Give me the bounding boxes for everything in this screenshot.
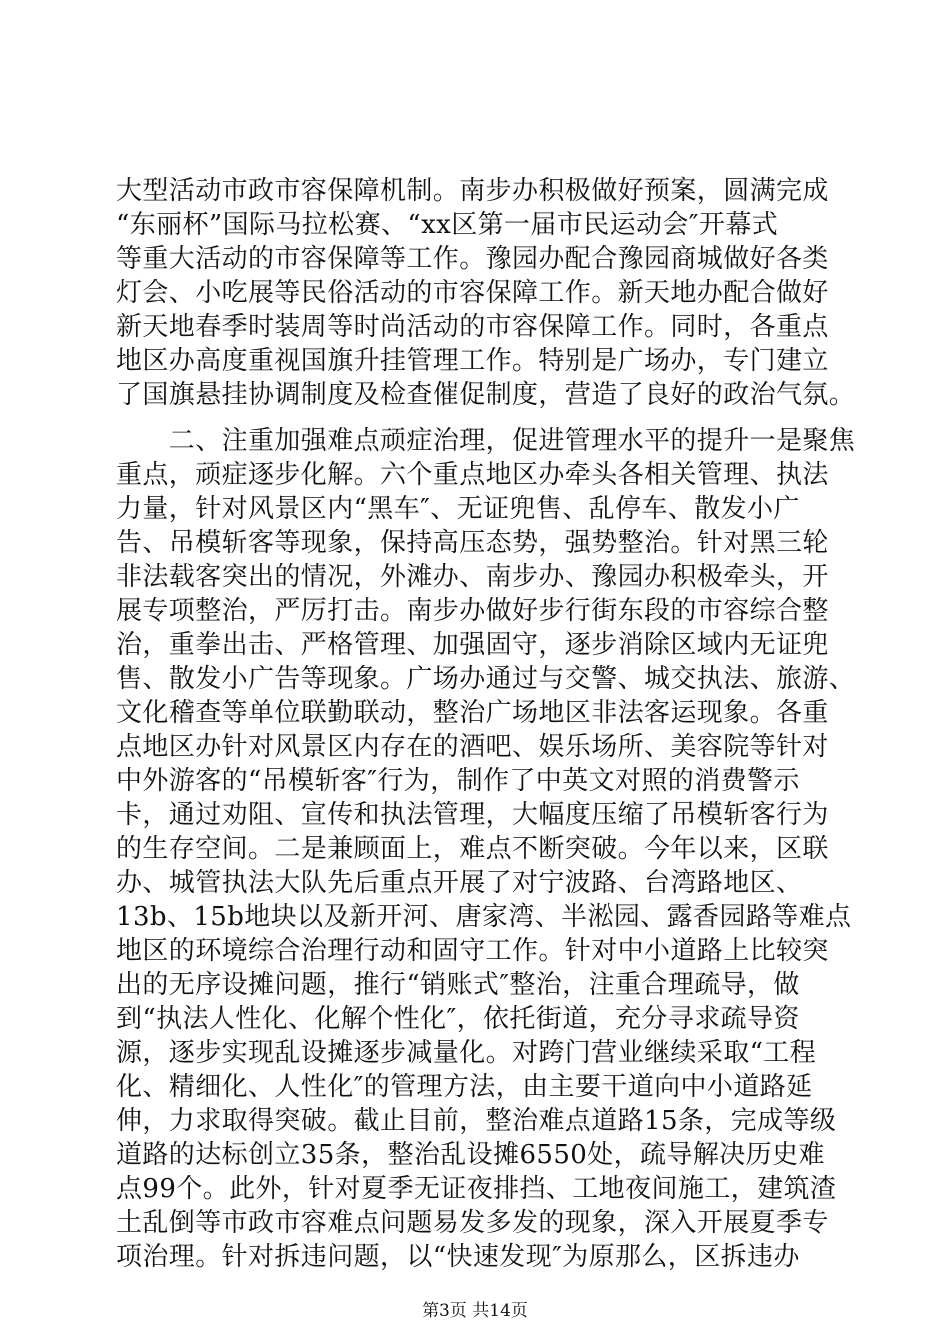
text-line: 中外游客的“吊模斩客″行为，制作了中英文对照的消费警示 [116, 766, 800, 796]
text-line: “东丽杯”国际马拉松赛、“xx区第一届市民运动会″开幕式 [116, 210, 779, 240]
text-line: 新天地春季时装周等时尚活动的市容保障工作。同时，各重点 [116, 312, 829, 342]
text-line: 文化稽查等单位联勤联动，整治广场地区非法客运现象。各重 [116, 698, 829, 728]
text-line: 地区办高度重视国旗升挂管理工作。特别是广场办，专门建立 [116, 346, 829, 376]
text-line: 地区的环境综合治理行动和固守工作。针对中小道路上比较突 [116, 936, 829, 966]
text-line: 售、散发小广告等现象。广场办通过与交警、城交执法、旅游、 [116, 664, 856, 694]
text-line: 力量，针对风景区内“黑车″、无证兜售、乱停车、散发小广 [116, 494, 800, 524]
text-line: 二、注重加强难点顽症治理，促进管理水平的提升一是聚焦 [116, 426, 856, 456]
text-line: 化、精细化、人性化″的管理方法，由主要干道向中小道路延 [116, 1072, 813, 1102]
text-line: 重点，顽症逐步化解。六个重点地区办牵头各相关管理、执法 [116, 460, 829, 490]
text-line: 了国旗悬挂协调制度及检查催促制度，营造了良好的政治气氛。 [116, 380, 856, 410]
text-line: 13b、15b地块以及新开河、唐家湾、半淞园、露香园路等难点 [116, 902, 852, 932]
text-line: 伸，力求取得突破。截止目前，整治难点道路15条，完成等级 [116, 1106, 837, 1136]
text-line: 治，重拳出击、严格管理、加强固守，逐步消除区域内无证兜 [116, 630, 829, 660]
text-line: 灯会、小吃展等民俗活动的市容保障工作。新天地办配合做好 [116, 278, 829, 308]
text-line: 到“执法人性化、化解个性化″，依托街道，充分寻求疏导资 [116, 1004, 800, 1034]
text-line: 办、城管执法大队先后重点开展了对宁波路、台湾路地区、 [116, 868, 803, 898]
text-line: 大型活动市政市容保障机制。南步办积极做好预案，圆满完成 [116, 176, 829, 206]
text-line: 非法载客突出的情况，外滩办、南步办、豫园办积极牵头，开 [116, 562, 829, 592]
text-line: 告、吊模斩客等现象，保持高压态势，强势整治。针对黑三轮 [116, 528, 829, 558]
text-line: 源，逐步实现乱设摊逐步减量化。对跨门营业继续采取“工程 [116, 1038, 817, 1068]
text-line: 点地区办针对风景区内存在的酒吧、娱乐场所、美容院等针对 [116, 732, 829, 762]
text-line: 的生存空间。二是兼顾面上，难点不断突破。今年以来，区联 [116, 834, 829, 864]
text-line: 出的无序设摊问题，推行“销账式″整治，注重合理疏导，做 [116, 970, 800, 1000]
page-footer: 第3页 共14页 [422, 1301, 528, 1321]
text-line: 卡，通过劝阻、宣传和执法管理，大幅度压缩了吊模斩客行为 [116, 800, 829, 830]
text-line: 项治理。针对拆违问题，以“快速发现″为原那么，区拆违办 [116, 1242, 800, 1272]
text-line: 等重大活动的市容保障等工作。豫园办配合豫园商城做好各类 [116, 244, 829, 274]
text-line: 展专项整治，严厉打击。南步办做好步行街东段的市容综合整 [116, 596, 829, 626]
text-line: 土乱倒等市政市容难点问题易发多发的现象，深入开展夏季专 [116, 1208, 829, 1238]
text-line: 点99个。此外，针对夏季无证夜排挡、工地夜间施工，建筑渣 [116, 1174, 837, 1204]
text-line: 道路的达标创立35条，整治乱设摊6550处，疏导解决历史难 [116, 1140, 825, 1170]
